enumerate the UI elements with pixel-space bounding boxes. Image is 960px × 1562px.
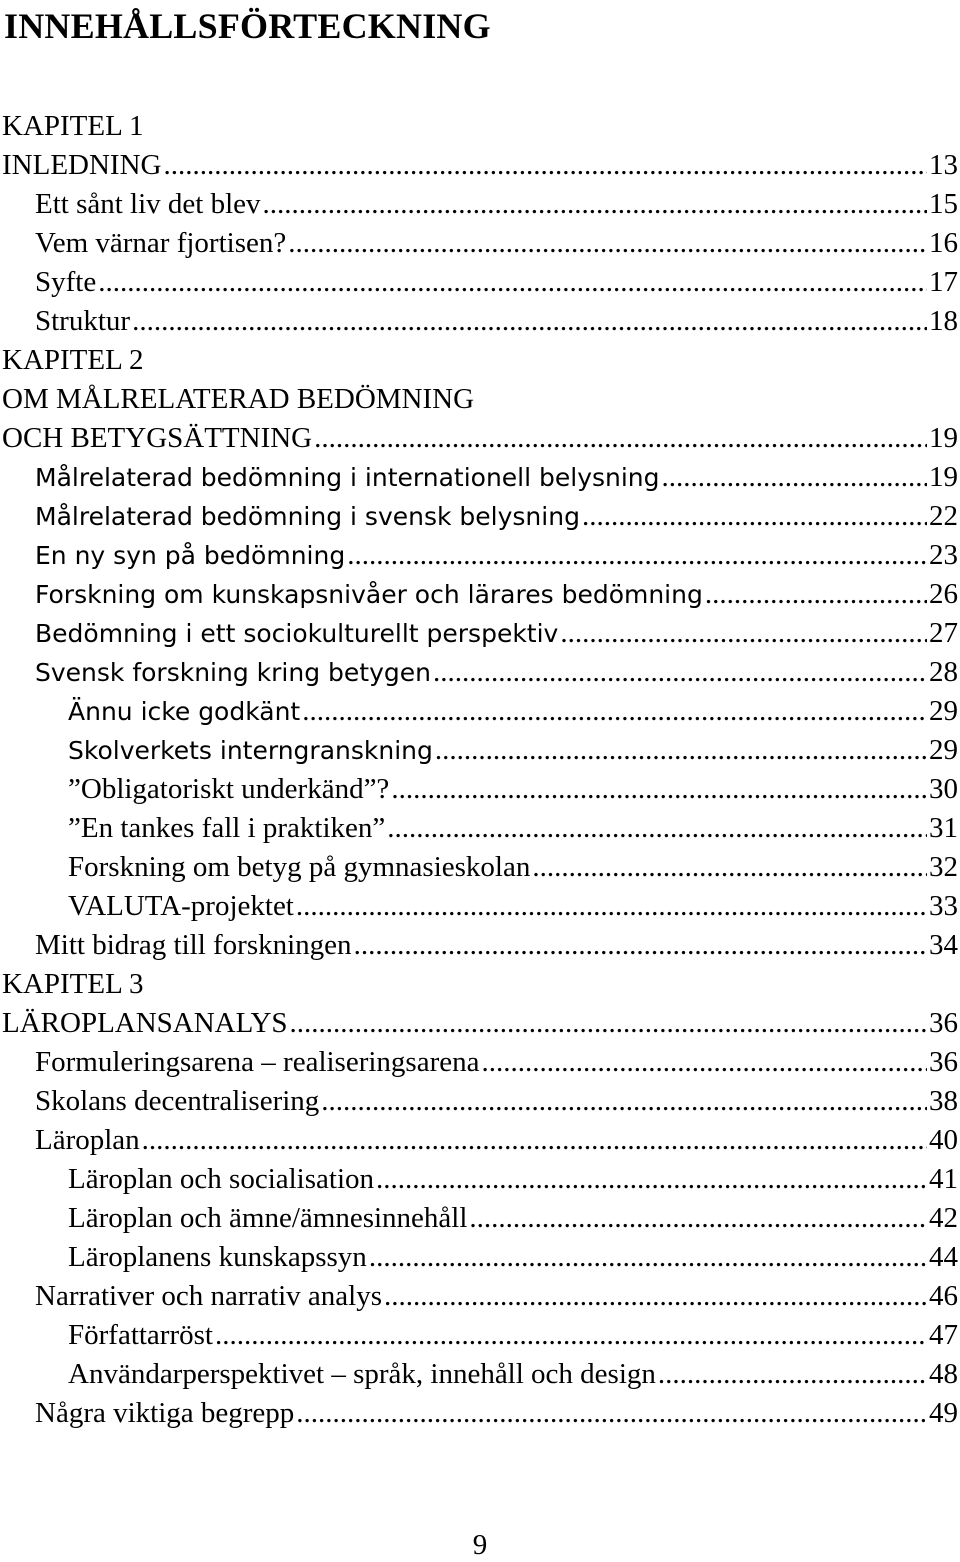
toc-entry-label: KAPITEL 1 [2, 110, 144, 142]
toc-entry-page: 15 [929, 188, 958, 220]
toc-entry-label: KAPITEL 2 [2, 344, 144, 376]
toc-entry-label: En ny syn på bedömning [35, 541, 346, 570]
toc-dot-leader [560, 614, 927, 653]
toc-entry-page: 29 [929, 734, 958, 766]
toc-dot-leader [142, 1121, 927, 1160]
toc-entry[interactable] [0, 1277, 958, 1316]
toc-entry[interactable] [0, 458, 958, 497]
toc-entry-label: Struktur [35, 305, 131, 337]
toc-entry[interactable] [0, 1121, 958, 1160]
toc-entry-page: 27 [929, 617, 958, 649]
toc-entry-page: 44 [929, 1241, 958, 1273]
toc-entry-page: 22 [929, 500, 958, 532]
toc-entry-label: Mitt bidrag till forskningen [35, 929, 352, 961]
toc-entry[interactable] [0, 1394, 958, 1433]
toc-entry-page: 30 [929, 773, 958, 805]
toc-entry[interactable] [0, 185, 958, 224]
toc-dot-leader [384, 1277, 927, 1316]
toc-entry[interactable] [0, 1316, 958, 1355]
toc-entry-label: Ett sånt liv det blev [35, 188, 261, 220]
toc-entry-page: 16 [929, 227, 958, 259]
toc-entry-page: 33 [929, 890, 958, 922]
toc-dot-leader [314, 419, 927, 458]
toc-entry-label: Formuleringsarena – realiseringsarena [35, 1046, 480, 1078]
toc-dot-leader [433, 653, 927, 692]
toc-dot-leader [215, 1316, 927, 1355]
toc-entry[interactable] [0, 1160, 958, 1199]
toc-entry-label: Läroplan och socialisation [68, 1163, 375, 1195]
toc-entry-label: Ännu icke godkänt [68, 697, 301, 726]
toc-entry[interactable] [0, 146, 958, 185]
toc-entry-label: Läroplan och ämne/ämnesinnehåll [68, 1202, 468, 1234]
toc-entry-label: Läroplanens kunskapssyn [68, 1241, 367, 1273]
toc-entry[interactable] [0, 965, 958, 1004]
toc-entry-page: 47 [929, 1319, 958, 1351]
toc-entry[interactable] [0, 614, 958, 653]
toc-entry[interactable] [0, 1043, 958, 1082]
toc-entry[interactable] [0, 497, 958, 536]
toc-entry[interactable] [0, 224, 958, 263]
toc-entry-page: 36 [929, 1046, 958, 1078]
toc-entry-page: 48 [929, 1358, 958, 1390]
toc-entry[interactable] [0, 809, 958, 848]
toc-dot-leader [347, 536, 927, 575]
toc-dot-leader [376, 1160, 927, 1199]
toc-entry-label: Narrativer och narrativ analys [35, 1280, 383, 1312]
toc-dot-leader [321, 1082, 927, 1121]
toc-entry-page: 29 [929, 695, 958, 727]
toc-entry-page: 46 [929, 1280, 958, 1312]
toc-entry[interactable] [0, 731, 958, 770]
toc-entry[interactable] [0, 575, 958, 614]
toc-entry-label: Några viktiga begrepp [35, 1397, 295, 1429]
toc-entry-label: Svensk forskning kring betygen [35, 658, 431, 687]
toc-dot-leader [288, 224, 927, 263]
toc-entry-label: INLEDNING [2, 149, 162, 181]
toc-entry-label: Skolverkets interngranskning [68, 736, 433, 765]
toc-dot-leader [369, 1238, 927, 1277]
toc-entry-page: 49 [929, 1397, 958, 1429]
toc-entry-label: ”En tankes fall i praktiken” [68, 812, 386, 844]
toc-dot-leader [296, 1394, 927, 1433]
toc-entry[interactable] [0, 770, 958, 809]
toc-entry-label: Forskning om kunskapsnivåer och lärares bedömning [35, 580, 703, 609]
page-number: 9 [472, 1529, 488, 1561]
toc-entry-page: 40 [929, 1124, 958, 1156]
toc-dot-leader [705, 575, 927, 614]
toc-dot-leader [435, 731, 927, 770]
toc-entry-label: ”Obligatoriskt underkänd”? [68, 773, 390, 805]
toc-dot-leader [387, 809, 927, 848]
toc-dot-leader [532, 848, 927, 887]
toc-entry-page: 34 [929, 929, 958, 961]
toc-entry[interactable] [0, 419, 958, 458]
table-of-contents [0, 107, 958, 1433]
toc-entry-label: LÄROPLANSANALYS [2, 1007, 288, 1039]
toc-entry-label: OCH BETYGSÄTTNING [2, 422, 313, 454]
toc-entry-label: Användarperspektivet – språk, innehåll och design [68, 1358, 656, 1390]
toc-entry-label: Läroplan [35, 1124, 140, 1156]
toc-entry[interactable] [0, 536, 958, 575]
toc-entry-page: 26 [929, 578, 958, 610]
toc-dot-leader [163, 146, 927, 185]
toc-entry-label: Författarröst [68, 1319, 213, 1351]
toc-entry-label: Målrelaterad bedömning i internationell belysning [35, 463, 660, 492]
toc-entry[interactable] [0, 380, 958, 419]
toc-entry[interactable] [0, 692, 958, 731]
toc-entry-page: 36 [929, 1007, 958, 1039]
toc-entry[interactable] [0, 1355, 958, 1394]
toc-dot-leader [482, 1043, 928, 1082]
toc-dot-leader [662, 458, 927, 497]
toc-dot-leader [263, 185, 927, 224]
toc-dot-leader [658, 1355, 927, 1394]
toc-entry[interactable] [0, 1199, 958, 1238]
toc-entry-label: VALUTA-projektet [68, 890, 294, 922]
toc-entry-page: 19 [929, 461, 958, 493]
toc-entry-label: Målrelaterad bedömning i svensk belysning [35, 502, 580, 531]
toc-entry[interactable] [0, 341, 958, 380]
toc-entry[interactable] [0, 1004, 958, 1043]
toc-entry-page: 17 [929, 266, 958, 298]
toc-dot-leader [469, 1199, 927, 1238]
toc-entry[interactable] [0, 263, 958, 302]
toc-entry-page: 31 [929, 812, 958, 844]
toc-entry[interactable] [0, 926, 958, 965]
toc-dot-leader [296, 887, 927, 926]
toc-entry-page: 41 [929, 1163, 958, 1195]
toc-entry[interactable] [0, 887, 958, 926]
page-title: INNEHÅLLSFÖRTECKNING [4, 6, 491, 46]
toc-entry-page: 28 [929, 656, 958, 688]
toc-entry[interactable] [0, 1082, 958, 1121]
toc-dot-leader [582, 497, 927, 536]
toc-dot-leader [391, 770, 927, 809]
toc-entry-page: 19 [929, 422, 958, 454]
toc-entry-label: KAPITEL 3 [2, 968, 144, 1000]
toc-entry-label: Forskning om betyg på gymnasieskolan [68, 851, 531, 883]
toc-entry-page: 38 [929, 1085, 958, 1117]
toc-entry-label: Skolans decentralisering [35, 1085, 320, 1117]
toc-dot-leader [98, 263, 927, 302]
toc-entry[interactable] [0, 107, 958, 146]
toc-dot-leader [290, 1004, 927, 1043]
toc-entry-label: Syfte [35, 266, 97, 298]
toc-dot-leader [354, 926, 927, 965]
toc-dot-leader [132, 302, 927, 341]
toc-entry-label: Vem värnar fjortisen? [35, 227, 287, 259]
toc-entry[interactable] [0, 302, 958, 341]
toc-entry-page: 42 [929, 1202, 958, 1234]
toc-entry[interactable] [0, 653, 958, 692]
toc-entry-label: Bedömning i ett sociokulturellt perspektiv [35, 619, 559, 648]
toc-dot-leader [302, 692, 927, 731]
toc-entry-page: 18 [929, 305, 958, 337]
toc-entry[interactable] [0, 848, 958, 887]
toc-entry-page: 32 [929, 851, 958, 883]
toc-entry-label: OM MÅLRELATERAD BEDÖMNING [2, 383, 475, 415]
toc-entry-page: 13 [929, 149, 958, 181]
toc-entry[interactable] [0, 1238, 958, 1277]
toc-entry-page: 23 [929, 539, 958, 571]
